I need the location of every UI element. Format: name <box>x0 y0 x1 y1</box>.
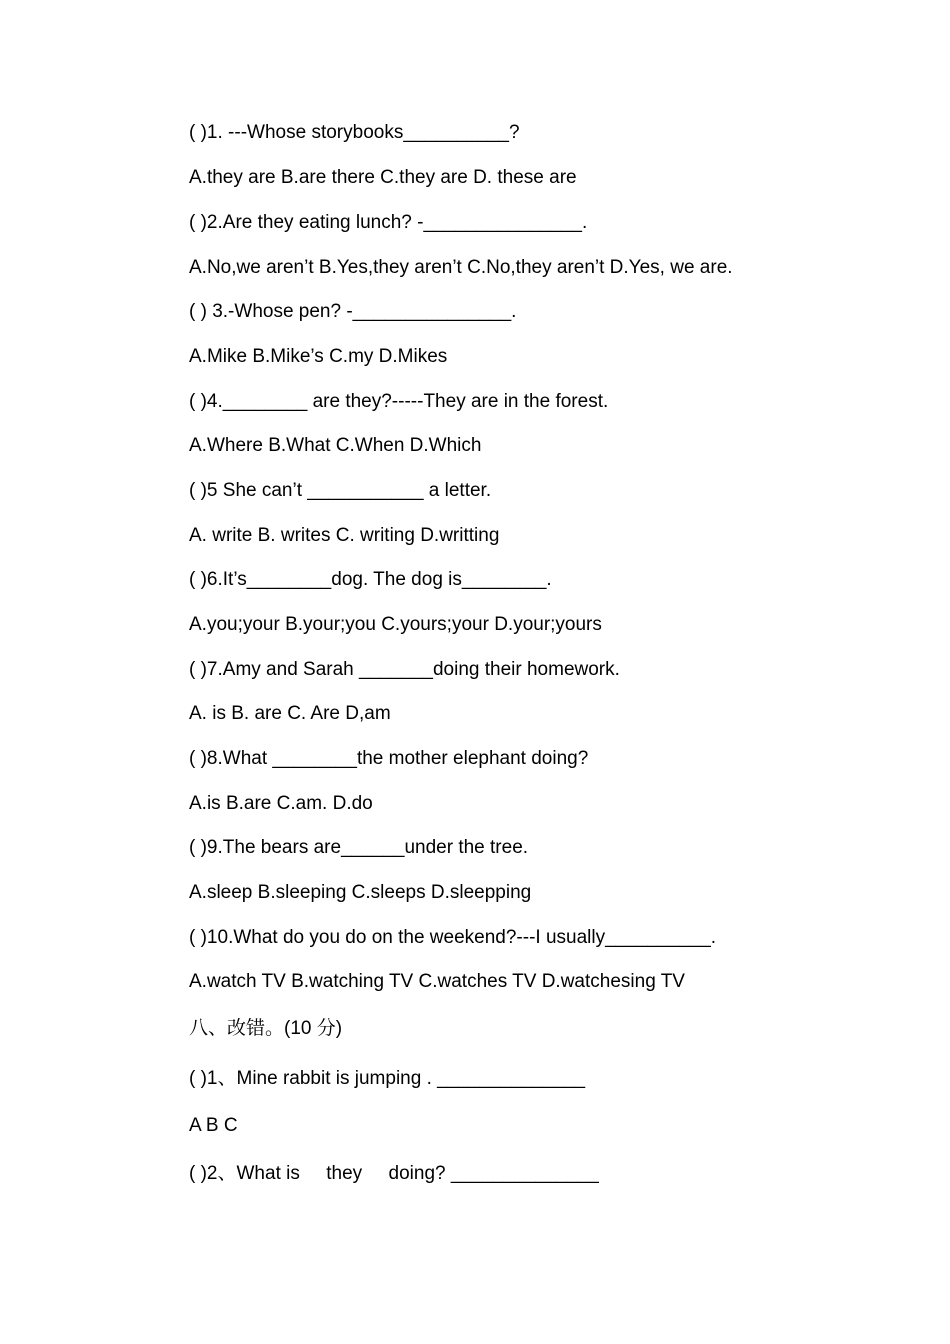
question-1-options: A.they are B.are there C.they are D. these are <box>189 167 577 188</box>
question-10-options: A.watch TV B.watching TV C.watches TV D.watchesing TV <box>189 971 685 992</box>
question-10: ( )10.What do you do on the weekend?---I usually__________. <box>189 927 717 948</box>
question-5: ( )5 She can’t ___________ a letter. <box>189 480 492 501</box>
question-2-options: A.No,we aren’t B.Yes,they aren’t C.No,they aren’t D.Yes, we are. <box>189 257 733 278</box>
question-7: ( )7.Amy and Sarah _______doing their homework. <box>189 659 620 680</box>
question-6-options: A.you;your B.your;you C.yours;your D.your;yours <box>189 614 602 635</box>
section-heading: 八、改错。(10 分) <box>189 1018 343 1039</box>
correction-1-marks: A B C <box>189 1115 238 1136</box>
correction-2: ( )2、What is they doing? ______________ <box>189 1163 599 1184</box>
question-5-options: A. write B. writes C. writing D.writting <box>189 525 500 546</box>
question-6: ( )6.It’s________dog. The dog is________. <box>189 569 552 590</box>
question-3-options: A.Mike B.Mike’s C.my D.Mikes <box>189 346 448 367</box>
question-7-options: A. is B. are C. Are D,am <box>189 703 391 724</box>
question-2: ( )2.Are they eating lunch? -_______________. <box>189 212 588 233</box>
question-4: ( )4.________ are they?-----They are in the forest. <box>189 391 609 412</box>
question-1: ( )1. ---Whose storybooks__________? <box>189 122 520 143</box>
question-8-options: A.is B.are C.am. D.do <box>189 793 373 814</box>
question-3: ( ) 3.-Whose pen? -_______________. <box>189 301 517 322</box>
question-8: ( )8.What ________the mother elephant doing? <box>189 748 589 769</box>
question-4-options: A.Where B.What C.When D.Which <box>189 435 482 456</box>
correction-1: ( )1、Mine rabbit is jumping . ______________ <box>189 1068 586 1089</box>
question-9: ( )9.The bears are______under the tree. <box>189 837 529 858</box>
question-9-options: A.sleep B.sleeping C.sleeps D.sleepping <box>189 882 532 903</box>
